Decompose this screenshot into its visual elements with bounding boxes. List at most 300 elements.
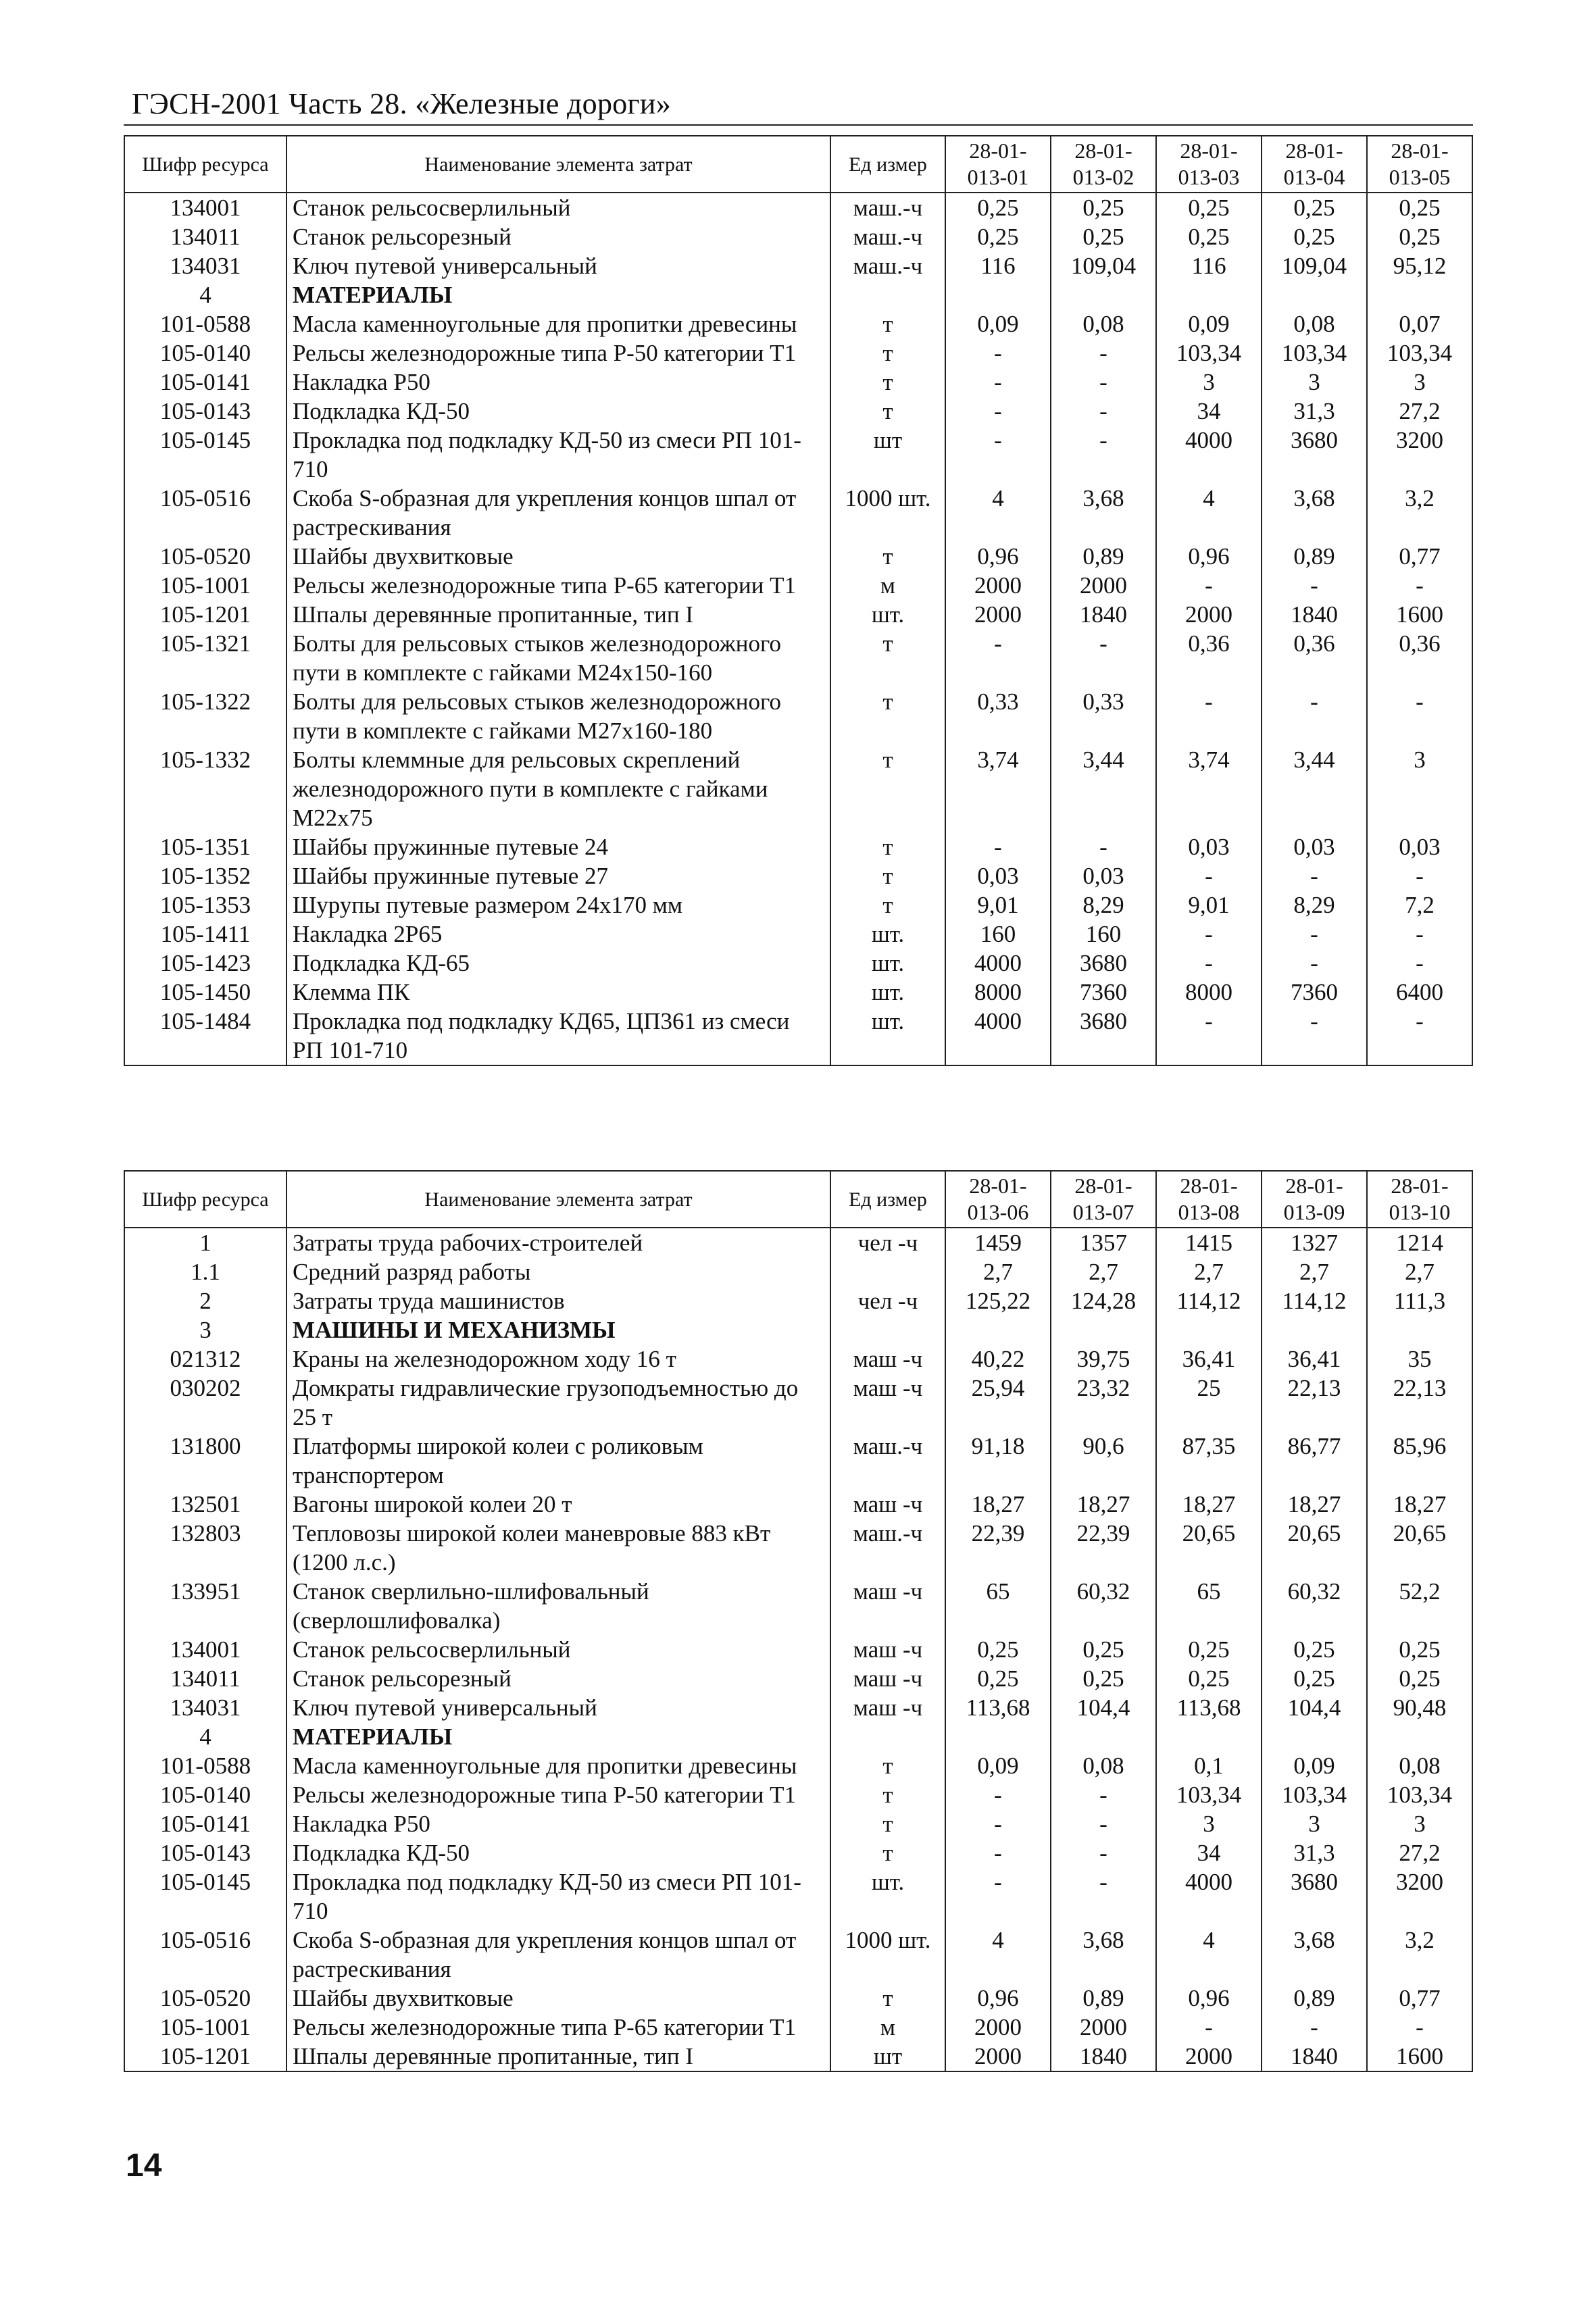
resource-name: Подкладка КД-50 xyxy=(286,397,830,426)
resource-name: МАТЕРИАЛЫ xyxy=(286,280,830,309)
value-2: 0,25 xyxy=(1051,1664,1156,1693)
value-1: - xyxy=(945,426,1051,484)
table-row xyxy=(124,745,1472,832)
value-2: - xyxy=(1051,1809,1156,1838)
resource-code: 105-0520 xyxy=(124,542,286,571)
resource-name: Рельсы железнодорожные типа Р-65 категории Т1 xyxy=(286,2013,830,2042)
value-3: - xyxy=(1156,861,1262,890)
table-row xyxy=(124,1344,1472,1374)
value-1: 116 xyxy=(945,251,1051,280)
resource-code: 134031 xyxy=(124,251,286,280)
unit: маш.-ч xyxy=(830,1519,945,1577)
unit: м xyxy=(830,2013,945,2042)
value-3: - xyxy=(1156,949,1262,978)
resource-name: Прокладка под подкладку КД65, ЦП361 из смеси РП 101-710 xyxy=(286,1007,830,1065)
table-row xyxy=(124,832,1472,861)
value-3: - xyxy=(1156,687,1262,745)
value-4: 0,36 xyxy=(1262,629,1367,687)
header-name: Наименование элемента затрат xyxy=(286,1171,830,1228)
resource-name: Шпалы деревянные пропитанные, тип I xyxy=(286,600,830,629)
table-row xyxy=(124,1577,1472,1635)
value-5: - xyxy=(1367,571,1472,600)
table-row xyxy=(124,1780,1472,1809)
value-4: 3,44 xyxy=(1262,745,1367,832)
value-4: 20,65 xyxy=(1262,1519,1367,1577)
resource-code: 1 xyxy=(124,1228,286,1257)
value-4 xyxy=(1262,1722,1367,1751)
resource-code: 134001 xyxy=(124,1635,286,1664)
header-col-2: 28-01-013-02 xyxy=(1051,136,1156,193)
resource-code: 105-1322 xyxy=(124,687,286,745)
value-1: - xyxy=(945,629,1051,687)
value-2: 0,08 xyxy=(1051,1751,1156,1780)
table-row xyxy=(124,571,1472,600)
resource-name: Шайбы двухвитковые xyxy=(286,1984,830,2013)
header-col-5: 28-01-013-10 xyxy=(1367,1171,1472,1228)
value-4: 36,41 xyxy=(1262,1344,1367,1374)
table-row xyxy=(124,1374,1472,1432)
header-unit: Ед измер xyxy=(830,1171,945,1228)
resource-name: Прокладка под подкладку КД-50 из смеси РП 101-710 xyxy=(286,426,830,484)
value-4: 31,3 xyxy=(1262,1838,1367,1867)
table-row xyxy=(124,949,1472,978)
value-1: 0,25 xyxy=(945,1635,1051,1664)
value-3: 1415 xyxy=(1156,1228,1262,1257)
value-1: 40,22 xyxy=(945,1344,1051,1374)
value-3: 3 xyxy=(1156,1809,1262,1838)
value-1: - xyxy=(945,338,1051,368)
value-4: - xyxy=(1262,949,1367,978)
resource-code: 105-0145 xyxy=(124,426,286,484)
resource-code: 3 xyxy=(124,1315,286,1344)
resource-name: Шпалы деревянные пропитанные, тип I xyxy=(286,2042,830,2071)
resource-name: Домкраты гидравлические грузоподъемностью до 25 т xyxy=(286,1374,830,1432)
value-3: 4000 xyxy=(1156,1867,1262,1926)
value-5: 111,3 xyxy=(1367,1286,1472,1315)
resource-code: 105-0516 xyxy=(124,1926,286,1984)
value-4: 60,32 xyxy=(1262,1577,1367,1635)
page-header-title: ГЭСН-2001 Часть 28. «Железные дороги» xyxy=(132,87,672,120)
table-row xyxy=(124,1228,1472,1257)
value-4: 22,13 xyxy=(1262,1374,1367,1432)
value-5: 1600 xyxy=(1367,600,1472,629)
value-2: 0,89 xyxy=(1051,542,1156,571)
resource-name: Станок рельсорезный xyxy=(286,1664,830,1693)
value-2: 0,89 xyxy=(1051,1984,1156,2013)
value-5: 0,25 xyxy=(1367,1664,1472,1693)
unit: т xyxy=(830,309,945,338)
value-2: 3,68 xyxy=(1051,1926,1156,1984)
unit: шт. xyxy=(830,920,945,949)
value-2: 7360 xyxy=(1051,978,1156,1007)
value-5: 18,27 xyxy=(1367,1490,1472,1519)
value-5: 90,48 xyxy=(1367,1693,1472,1722)
value-1: - xyxy=(945,1838,1051,1867)
value-2: 8,29 xyxy=(1051,890,1156,920)
value-1: 0,25 xyxy=(945,1664,1051,1693)
value-3: 0,1 xyxy=(1156,1751,1262,1780)
resource-code: 105-1001 xyxy=(124,2013,286,2042)
value-3: 116 xyxy=(1156,251,1262,280)
table-row xyxy=(124,1722,1472,1751)
unit: шт xyxy=(830,2042,945,2071)
value-3: 4000 xyxy=(1156,426,1262,484)
value-3: 103,34 xyxy=(1156,1780,1262,1809)
resource-name: Клемма ПК xyxy=(286,978,830,1007)
resource-name: Рельсы железнодорожные типа Р-65 категории Т1 xyxy=(286,571,830,600)
resource-code: 030202 xyxy=(124,1374,286,1432)
value-2: 0,33 xyxy=(1051,687,1156,745)
value-2: 3680 xyxy=(1051,1007,1156,1065)
unit: маш -ч xyxy=(830,1490,945,1519)
resource-name: Накладка Р50 xyxy=(286,368,830,397)
value-1: - xyxy=(945,368,1051,397)
value-4: 31,3 xyxy=(1262,397,1367,426)
resource-name: Шайбы пружинные путевые 27 xyxy=(286,861,830,890)
resource-name: Средний разряд работы xyxy=(286,1257,830,1286)
table-row xyxy=(124,1926,1472,1984)
value-3: 4 xyxy=(1156,1926,1262,1984)
header-col-3: 28-01-013-08 xyxy=(1156,1171,1262,1228)
resource-name: Шайбы пружинные путевые 24 xyxy=(286,832,830,861)
value-2: - xyxy=(1051,338,1156,368)
value-2: 2000 xyxy=(1051,571,1156,600)
value-4: - xyxy=(1262,920,1367,949)
resource-code: 105-0145 xyxy=(124,1867,286,1926)
value-1: 2000 xyxy=(945,2013,1051,2042)
value-1 xyxy=(945,1722,1051,1751)
unit: т xyxy=(830,745,945,832)
value-3 xyxy=(1156,1722,1262,1751)
value-2: - xyxy=(1051,1838,1156,1867)
unit: шт. xyxy=(830,1007,945,1065)
table-row xyxy=(124,1007,1472,1065)
resource-code: 134031 xyxy=(124,1693,286,1722)
table-row xyxy=(124,2042,1472,2071)
value-1: 2,7 xyxy=(945,1257,1051,1286)
value-1: 113,68 xyxy=(945,1693,1051,1722)
value-5: - xyxy=(1367,687,1472,745)
resource-code: 101-0588 xyxy=(124,309,286,338)
resource-name: Подкладка КД-65 xyxy=(286,949,830,978)
table-row xyxy=(124,368,1472,397)
value-2: 1840 xyxy=(1051,600,1156,629)
resource-name: Тепловозы широкой колеи маневровые 883 кВт (1200 л.с.) xyxy=(286,1519,830,1577)
value-2: 1357 xyxy=(1051,1228,1156,1257)
table-row xyxy=(124,1867,1472,1926)
unit: чел -ч xyxy=(830,1228,945,1257)
value-4: - xyxy=(1262,571,1367,600)
table-row xyxy=(124,1432,1472,1490)
value-1: 0,03 xyxy=(945,861,1051,890)
resource-code: 134011 xyxy=(124,1664,286,1693)
resource-name: Станок рельсосверлильный xyxy=(286,193,830,222)
value-4: 0,08 xyxy=(1262,309,1367,338)
value-4: 104,4 xyxy=(1262,1693,1367,1722)
value-2: 124,28 xyxy=(1051,1286,1156,1315)
value-5: 3200 xyxy=(1367,426,1472,484)
value-3: 0,36 xyxy=(1156,629,1262,687)
resource-code: 131800 xyxy=(124,1432,286,1490)
value-5: - xyxy=(1367,861,1472,890)
value-2: 0,25 xyxy=(1051,1635,1156,1664)
value-3: 87,35 xyxy=(1156,1432,1262,1490)
unit: маш -ч xyxy=(830,1577,945,1635)
resource-code: 105-1353 xyxy=(124,890,286,920)
unit xyxy=(830,1257,945,1286)
unit: 1000 шт. xyxy=(830,1926,945,1984)
table-row xyxy=(124,251,1472,280)
value-3: 34 xyxy=(1156,397,1262,426)
resource-code: 134001 xyxy=(124,193,286,222)
value-5: 0,08 xyxy=(1367,1751,1472,1780)
value-4: 1327 xyxy=(1262,1228,1367,1257)
resource-name: Затраты труда рабочих-строителей xyxy=(286,1228,830,1257)
value-3: 0,96 xyxy=(1156,1984,1262,2013)
value-3: 2,7 xyxy=(1156,1257,1262,1286)
table-row xyxy=(124,1838,1472,1867)
resource-name: Шурупы путевые размером 24х170 мм xyxy=(286,890,830,920)
header-code: Шифр ресурса xyxy=(124,136,286,193)
unit: т xyxy=(830,368,945,397)
header-unit: Ед измер xyxy=(830,136,945,193)
value-4: 3 xyxy=(1262,368,1367,397)
resource-code: 132803 xyxy=(124,1519,286,1577)
value-3: - xyxy=(1156,1007,1262,1065)
value-1: 9,01 xyxy=(945,890,1051,920)
value-2: - xyxy=(1051,426,1156,484)
value-3: 34 xyxy=(1156,1838,1262,1867)
resource-name: Вагоны широкой колеи 20 т xyxy=(286,1490,830,1519)
resource-code: 105-0143 xyxy=(124,1838,286,1867)
unit: маш -ч xyxy=(830,1344,945,1374)
unit: т xyxy=(830,890,945,920)
value-3: 3 xyxy=(1156,368,1262,397)
value-5: 103,34 xyxy=(1367,1780,1472,1809)
value-5: 3200 xyxy=(1367,1867,1472,1926)
unit: чел -ч xyxy=(830,1286,945,1315)
value-1: 0,09 xyxy=(945,1751,1051,1780)
table-row xyxy=(124,920,1472,949)
value-5: 0,25 xyxy=(1367,1635,1472,1664)
value-5: - xyxy=(1367,2013,1472,2042)
value-5: 0,25 xyxy=(1367,193,1472,222)
value-4: 3,68 xyxy=(1262,1926,1367,1984)
value-1: - xyxy=(945,1809,1051,1838)
value-5: 0,77 xyxy=(1367,1984,1472,2013)
value-2: - xyxy=(1051,832,1156,861)
value-5: 0,07 xyxy=(1367,309,1472,338)
value-2: - xyxy=(1051,397,1156,426)
resource-code: 105-0520 xyxy=(124,1984,286,2013)
table-row xyxy=(124,861,1472,890)
value-1: 160 xyxy=(945,920,1051,949)
value-3 xyxy=(1156,280,1262,309)
value-1: 1459 xyxy=(945,1228,1051,1257)
table-row xyxy=(124,1751,1472,1780)
unit: т xyxy=(830,1984,945,2013)
resource-name: Прокладка под подкладку КД-50 из смеси РП 101-710 xyxy=(286,1867,830,1926)
value-1: 65 xyxy=(945,1577,1051,1635)
value-5: 6400 xyxy=(1367,978,1472,1007)
value-5: 95,12 xyxy=(1367,251,1472,280)
value-2: 60,32 xyxy=(1051,1577,1156,1635)
value-1: 4000 xyxy=(945,1007,1051,1065)
value-5 xyxy=(1367,280,1472,309)
value-2: 160 xyxy=(1051,920,1156,949)
table-row xyxy=(124,1315,1472,1344)
resource-name: Ключ путевой универсальный xyxy=(286,1693,830,1722)
value-5: 85,96 xyxy=(1367,1432,1472,1490)
resource-code: 101-0588 xyxy=(124,1751,286,1780)
value-3: 0,03 xyxy=(1156,832,1262,861)
table-row xyxy=(124,1809,1472,1838)
resource-name: Скоба S-образная для укрепления концов шпал от растрескивания xyxy=(286,484,830,542)
value-2: 0,03 xyxy=(1051,861,1156,890)
value-4: 8,29 xyxy=(1262,890,1367,920)
resource-name: Болты клеммные для рельсовых скреплений железнодорожного пути в комплекте с гайками М22х75 xyxy=(286,745,830,832)
value-4: 1840 xyxy=(1262,600,1367,629)
resource-name: Рельсы железнодорожные типа Р-50 категории Т1 xyxy=(286,1780,830,1809)
value-2: 109,04 xyxy=(1051,251,1156,280)
value-4: 18,27 xyxy=(1262,1490,1367,1519)
resource-code: 105-1351 xyxy=(124,832,286,861)
resource-code: 021312 xyxy=(124,1344,286,1374)
value-5: 1214 xyxy=(1367,1228,1472,1257)
value-4: 86,77 xyxy=(1262,1432,1367,1490)
unit: т xyxy=(830,542,945,571)
value-2: 1840 xyxy=(1051,2042,1156,2071)
unit: т xyxy=(830,1838,945,1867)
unit: маш.-ч xyxy=(830,222,945,251)
resource-code: 105-0140 xyxy=(124,1780,286,1809)
table-row xyxy=(124,426,1472,484)
unit: т xyxy=(830,629,945,687)
header-col-4: 28-01-013-04 xyxy=(1262,136,1367,193)
value-1: 25,94 xyxy=(945,1374,1051,1432)
value-3: 65 xyxy=(1156,1577,1262,1635)
value-2: 22,39 xyxy=(1051,1519,1156,1577)
header-col-1: 28-01-013-06 xyxy=(945,1171,1051,1228)
value-5: 3,2 xyxy=(1367,484,1472,542)
table-header-row xyxy=(124,136,1472,193)
value-4: 103,34 xyxy=(1262,338,1367,368)
resource-name: Ключ путевой универсальный xyxy=(286,251,830,280)
unit: т xyxy=(830,1751,945,1780)
value-2 xyxy=(1051,280,1156,309)
header-rule xyxy=(124,124,1473,126)
value-3: 20,65 xyxy=(1156,1519,1262,1577)
resource-name: Накладка Р50 xyxy=(286,1809,830,1838)
value-3: - xyxy=(1156,920,1262,949)
value-4: 2,7 xyxy=(1262,1257,1367,1286)
value-3: 25 xyxy=(1156,1374,1262,1432)
value-1: - xyxy=(945,1780,1051,1809)
value-3: 103,34 xyxy=(1156,338,1262,368)
value-2: 2000 xyxy=(1051,2013,1156,2042)
value-4: 0,25 xyxy=(1262,1664,1367,1693)
value-2: 0,25 xyxy=(1051,222,1156,251)
table-row xyxy=(124,600,1472,629)
unit: т xyxy=(830,397,945,426)
value-5: 3 xyxy=(1367,368,1472,397)
value-2: 39,75 xyxy=(1051,1344,1156,1374)
value-1: 8000 xyxy=(945,978,1051,1007)
unit: маш.-ч xyxy=(830,193,945,222)
header-col-1: 28-01-013-01 xyxy=(945,136,1051,193)
table-row xyxy=(124,1664,1472,1693)
value-3: 113,68 xyxy=(1156,1693,1262,1722)
value-4 xyxy=(1262,1315,1367,1344)
resource-name: Скоба S-образная для укрепления концов шпал от растрескивания xyxy=(286,1926,830,1984)
value-2 xyxy=(1051,1315,1156,1344)
value-4: 3680 xyxy=(1262,426,1367,484)
resource-code: 105-0141 xyxy=(124,368,286,397)
resource-name: Рельсы железнодорожные типа Р-50 категории Т1 xyxy=(286,338,830,368)
table-body xyxy=(124,193,1472,1065)
value-4: - xyxy=(1262,687,1367,745)
value-3: 8000 xyxy=(1156,978,1262,1007)
resource-code: 105-1352 xyxy=(124,861,286,890)
resource-name: Болты для рельсовых стыков железнодорожного пути в комплекте с гайками М24х150-160 xyxy=(286,629,830,687)
table-row xyxy=(124,687,1472,745)
table-row xyxy=(124,629,1472,687)
value-2: 3,68 xyxy=(1051,484,1156,542)
resource-code: 105-1450 xyxy=(124,978,286,1007)
resource-name: Станок рельсорезный xyxy=(286,222,830,251)
value-2 xyxy=(1051,1722,1156,1751)
unit: шт. xyxy=(830,949,945,978)
resource-code: 105-1001 xyxy=(124,571,286,600)
resource-name: Краны на железнодорожном ходу 16 т xyxy=(286,1344,830,1374)
resource-name: Масла каменноугольные для пропитки древесины xyxy=(286,309,830,338)
value-3: 0,25 xyxy=(1156,222,1262,251)
value-4: - xyxy=(1262,2013,1367,2042)
table-row xyxy=(124,2013,1472,2042)
resource-code: 105-1201 xyxy=(124,2042,286,2071)
value-1: 4 xyxy=(945,484,1051,542)
header-col-2: 28-01-013-07 xyxy=(1051,1171,1156,1228)
resource-code: 105-0143 xyxy=(124,397,286,426)
value-3: 2000 xyxy=(1156,2042,1262,2071)
resource-code: 105-1332 xyxy=(124,745,286,832)
resource-code: 2 xyxy=(124,1286,286,1315)
unit xyxy=(830,1722,945,1751)
unit: маш -ч xyxy=(830,1664,945,1693)
value-3: - xyxy=(1156,2013,1262,2042)
resource-code: 105-0516 xyxy=(124,484,286,542)
resource-code: 105-1411 xyxy=(124,920,286,949)
value-5: 0,03 xyxy=(1367,832,1472,861)
resource-code: 4 xyxy=(124,280,286,309)
resource-code: 134011 xyxy=(124,222,286,251)
value-5 xyxy=(1367,1722,1472,1751)
resource-code: 105-0141 xyxy=(124,1809,286,1838)
value-5: 52,2 xyxy=(1367,1577,1472,1635)
table-row xyxy=(124,890,1472,920)
value-4: 3 xyxy=(1262,1809,1367,1838)
unit: шт. xyxy=(830,600,945,629)
value-5: 0,36 xyxy=(1367,629,1472,687)
unit: маш -ч xyxy=(830,1635,945,1664)
resource-name: Подкладка КД-50 xyxy=(286,1838,830,1867)
value-1: 125,22 xyxy=(945,1286,1051,1315)
resource-code: 4 xyxy=(124,1722,286,1751)
header-col-4: 28-01-013-09 xyxy=(1262,1171,1367,1228)
resource-code: 105-0140 xyxy=(124,338,286,368)
value-3: 0,96 xyxy=(1156,542,1262,571)
value-1: 4000 xyxy=(945,949,1051,978)
